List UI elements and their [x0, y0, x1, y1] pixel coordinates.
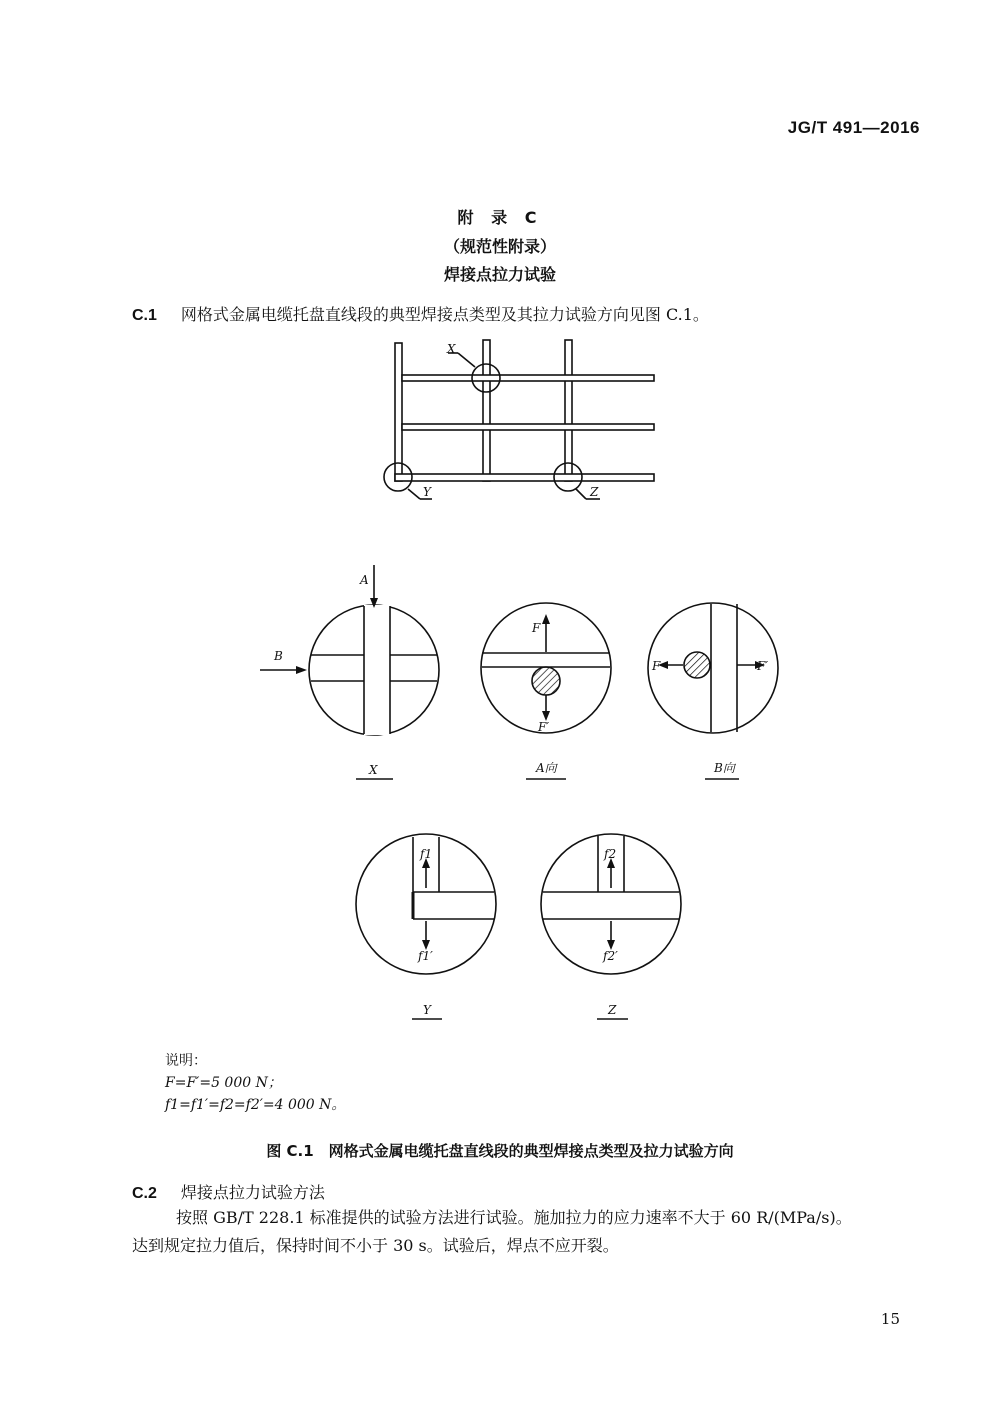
standard-number: JG/T 491—2016 — [787, 118, 920, 137]
caption-x: X — [369, 763, 378, 777]
label-f2-prime: f2′ — [603, 949, 618, 963]
notes-heading: 说明： — [165, 1053, 207, 1069]
tray-grid-overview — [384, 340, 654, 499]
label-a-f: F — [532, 621, 541, 635]
label-b-fprime: F′ — [757, 659, 769, 673]
section-c2-line-1: 按照 GB/T 228.1 标准提供的试验方法进行试验。施加拉力的应力速率不大于 60 R/(MPa/s)。 — [176, 1208, 852, 1227]
section-c2-heading — [132, 1180, 325, 1203]
caption-a-view: A向 — [536, 761, 557, 775]
label-x: X — [447, 342, 456, 356]
label-arrow-b: B — [274, 649, 283, 663]
detail-x — [260, 565, 439, 779]
label-b-f: F — [652, 659, 661, 673]
caption-b-view: B向 — [714, 761, 735, 775]
figure-caption: 图 C.1 网格式金属电缆托盘直线段的典型焊接点类型及拉力试验方向 — [266, 1142, 734, 1160]
label-y: Y — [423, 485, 431, 499]
notes-line-1: F=F′=5 000 N； — [165, 1075, 282, 1091]
label-f2: f2 — [604, 847, 617, 861]
label-a-fprime: F′ — [538, 720, 550, 734]
page-number: 15 — [880, 1310, 900, 1328]
section-c2-title: 焊接点拉力试验方法 — [180, 1183, 325, 1202]
appendix-title: 附 录 C — [457, 208, 543, 227]
label-f1-prime: f1′ — [418, 949, 433, 963]
section-c2-number: C.2 — [132, 1185, 157, 1202]
caption-z: Z — [608, 1003, 617, 1017]
label-f1: f1 — [420, 847, 433, 861]
detail-b-view — [648, 603, 778, 779]
section-c1-number: C.1 — [132, 307, 157, 324]
label-z: Z — [590, 485, 599, 499]
detail-a-view — [481, 603, 611, 779]
figure-notes — [165, 1050, 345, 1116]
appendix-type: （规范性附录） — [443, 237, 556, 256]
appendix-subject: 焊接点拉力试验 — [443, 265, 556, 284]
section-c2-body — [132, 1204, 922, 1260]
section-c2-line-2: 达到规定拉力值后，保持时间不小于 30 s。试验后，焊点不应开裂。 — [132, 1236, 619, 1255]
caption-y: Y — [423, 1003, 431, 1017]
label-arrow-a: A — [360, 573, 369, 587]
notes-line-2: f1=f1′=f2=f2′=4 000 N。 — [165, 1097, 346, 1113]
section-c1-text: 网格式金属电缆托盘直线段的典型焊接点类型及其拉力试验方向见图 C.1。 — [180, 305, 709, 324]
